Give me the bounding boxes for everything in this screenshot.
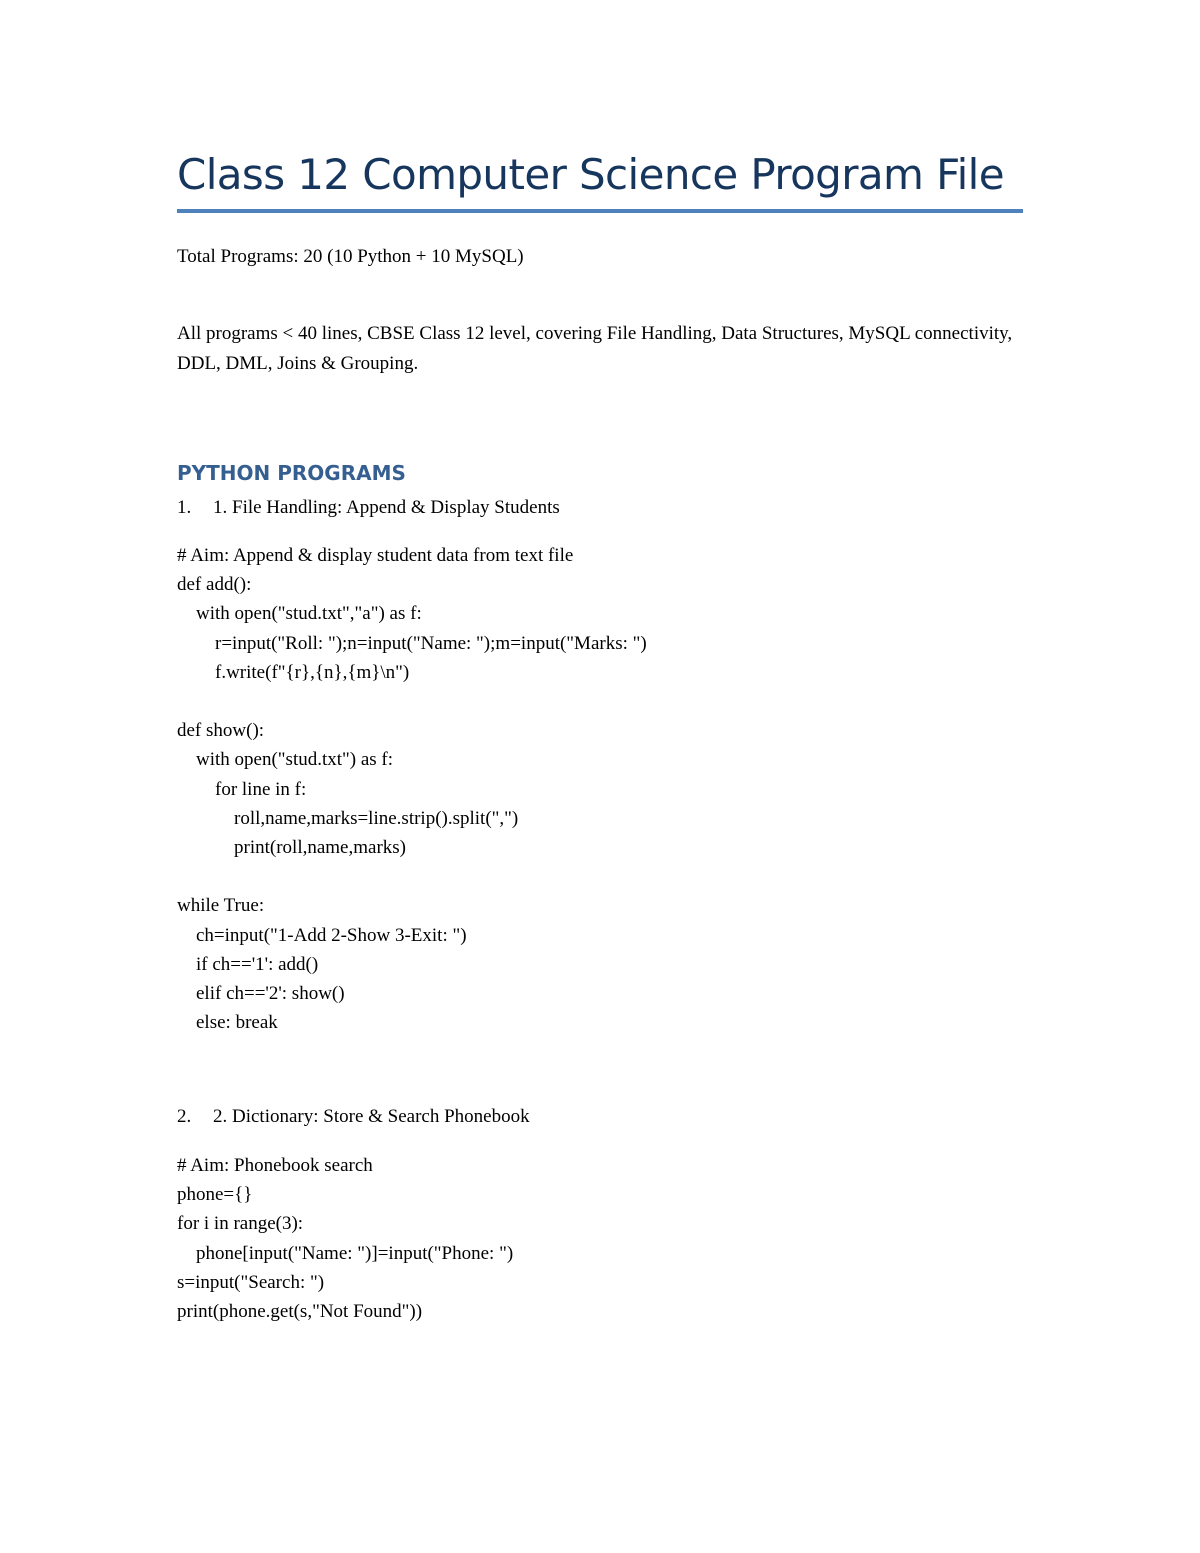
program-2-title: [177, 1102, 530, 1131]
program-1-heading: 1. File Handling: Append & Display Students: [213, 497, 560, 518]
title-underline: [177, 209, 1023, 213]
program-2-number: 2.: [177, 1106, 192, 1127]
program-1-title: [177, 493, 560, 522]
program-1-code: # Aim: Append & display student data from text file def add(): with open("stud.txt","a") as f: r=input("Roll: ");n=input("Name: ");m=input("Marks: ") f.write(f"{r},{n},{m}\n") def show(): with open("stud.txt") as f: for line in f: roll,name,marks=line.strip().split(",") print(roll,name,marks) while True: ch=input("1-Add 2-Show 3-Exit: ") if ch=='1': add() elif ch=='2': show() else: break: [177, 545, 647, 1034]
program-2-heading: 2. Dictionary: Store & Search Phonebook: [213, 1106, 530, 1127]
description-paragraph: All programs < 40 lines, CBSE Class 12 level, covering File Handling, Data Structures, MySQL connectivity, DDL, DML, Joins & Grouping.: [177, 323, 1013, 374]
program-1-number: 1.: [177, 497, 192, 518]
document-title: Class 12 Computer Science Program File: [177, 150, 1004, 199]
total-programs-line: Total Programs: 20 (10 Python + 10 MySQL): [177, 246, 524, 267]
program-2-code: # Aim: Phonebook search phone={} for i in range(3): phone[input("Name: ")]=input("Phone: ") s=input("Search: ") print(phone.get(s,"Not Found")): [177, 1155, 514, 1323]
section-heading-python: PYTHON PROGRAMS: [177, 461, 406, 485]
